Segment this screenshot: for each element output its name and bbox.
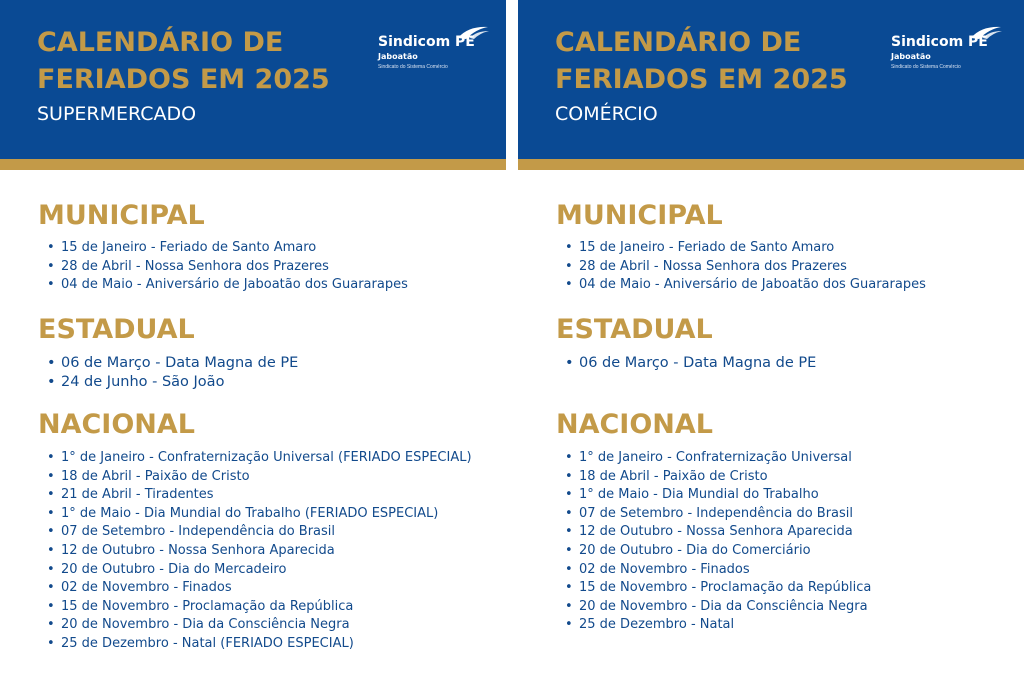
sindicom-logo [891, 28, 1011, 78]
gold-divider [518, 159, 1024, 170]
list-item: • 15 de Novembro - Proclamação da República [564, 579, 871, 598]
list-item: • 25 de Dezembro - Natal (FERIADO ESPECIAL) [46, 635, 472, 654]
gold-divider [0, 159, 506, 170]
section-title-estadual: ESTADUAL [556, 314, 713, 345]
panel-supermercado [0, 0, 506, 693]
municipal-list [564, 239, 926, 295]
list-item: • 20 de Outubro - Dia do Mercadeiro [46, 561, 472, 580]
logo-tagline: Sindicato do Sistema Comércio [378, 64, 448, 70]
list-item: • 28 de Abril - Nossa Senhora dos Prazeres [46, 258, 408, 277]
list-item: • 07 de Setembro - Independência do Brasil [46, 523, 472, 542]
list-item: • 20 de Novembro - Dia da Consciência Negra [46, 616, 472, 635]
list-item: • 06 de Março - Data Magna de PE [46, 354, 298, 373]
section-title-nacional: NACIONAL [38, 409, 196, 440]
list-item: • 20 de Novembro - Dia da Consciência Negra [564, 598, 871, 617]
list-item: • 1° de Janeiro - Confraternização Universal (FERIADO ESPECIAL) [46, 449, 472, 468]
list-item: • 15 de Janeiro - Feriado de Santo Amaro [46, 239, 408, 258]
list-item: • 04 de Maio - Aniversário de Jaboatão dos Guararapes [46, 276, 408, 295]
list-item: • 12 de Outubro - Nossa Senhora Aparecida [564, 523, 871, 542]
title-line-1: CALENDÁRIO DE [37, 27, 284, 58]
header-banner [0, 0, 506, 159]
sindicom-logo [378, 28, 498, 78]
list-item: • 1° de Maio - Dia Mundial do Trabalho [564, 486, 871, 505]
list-item: • 28 de Abril - Nossa Senhora dos Prazeres [564, 258, 926, 277]
title-line-2: FERIADOS EM 2025 [37, 64, 330, 95]
page-subtitle: SUPERMERCADO [37, 103, 197, 125]
list-item: • 1° de Janeiro - Confraternização Universal [564, 449, 871, 468]
nacional-list [46, 449, 472, 654]
section-title-estadual: ESTADUAL [38, 314, 195, 345]
list-item: • 06 de Março - Data Magna de PE [564, 354, 816, 373]
list-item: • 21 de Abril - Tiradentes [46, 486, 472, 505]
estadual-list [564, 354, 816, 373]
list-item: • 20 de Outubro - Dia do Comerciário [564, 542, 871, 561]
panel-comercio [518, 0, 1024, 693]
list-item: • 25 de Dezembro - Natal [564, 616, 871, 635]
section-title-municipal: MUNICIPAL [556, 200, 723, 231]
page-title [37, 24, 330, 98]
logo-name: Sindicom PE [891, 34, 988, 50]
list-item: • 15 de Novembro - Proclamação da República [46, 598, 472, 617]
list-item: • 02 de Novembro - Finados [46, 579, 472, 598]
page-title [555, 24, 848, 98]
list-item: • 18 de Abril - Paixão de Cristo [564, 468, 871, 487]
header-banner [518, 0, 1024, 159]
title-line-2: FERIADOS EM 2025 [555, 64, 848, 95]
list-item: • 24 de Junho - São João [46, 373, 298, 392]
list-item: • 18 de Abril - Paixão de Cristo [46, 468, 472, 487]
logo-tagline: Sindicato do Sistema Comércio [891, 64, 961, 70]
estadual-list [46, 354, 298, 391]
list-item: • 07 de Setembro - Independência do Brasil [564, 505, 871, 524]
title-line-1: CALENDÁRIO DE [555, 27, 802, 58]
list-item: • 1° de Maio - Dia Mundial do Trabalho (FERIADO ESPECIAL) [46, 505, 472, 524]
list-item: • 12 de Outubro - Nossa Senhora Aparecida [46, 542, 472, 561]
nacional-list [564, 449, 871, 635]
list-item: • 02 de Novembro - Finados [564, 561, 871, 580]
section-title-municipal: MUNICIPAL [38, 200, 205, 231]
list-item: • 04 de Maio - Aniversário de Jaboatão dos Guararapes [564, 276, 926, 295]
logo-city: Jaboatão [378, 52, 418, 61]
section-title-nacional: NACIONAL [556, 409, 714, 440]
page-subtitle: COMÉRCIO [555, 103, 658, 125]
logo-name: Sindicom PE [378, 34, 475, 50]
list-item: • 15 de Janeiro - Feriado de Santo Amaro [564, 239, 926, 258]
logo-city: Jaboatão [891, 52, 931, 61]
municipal-list [46, 239, 408, 295]
